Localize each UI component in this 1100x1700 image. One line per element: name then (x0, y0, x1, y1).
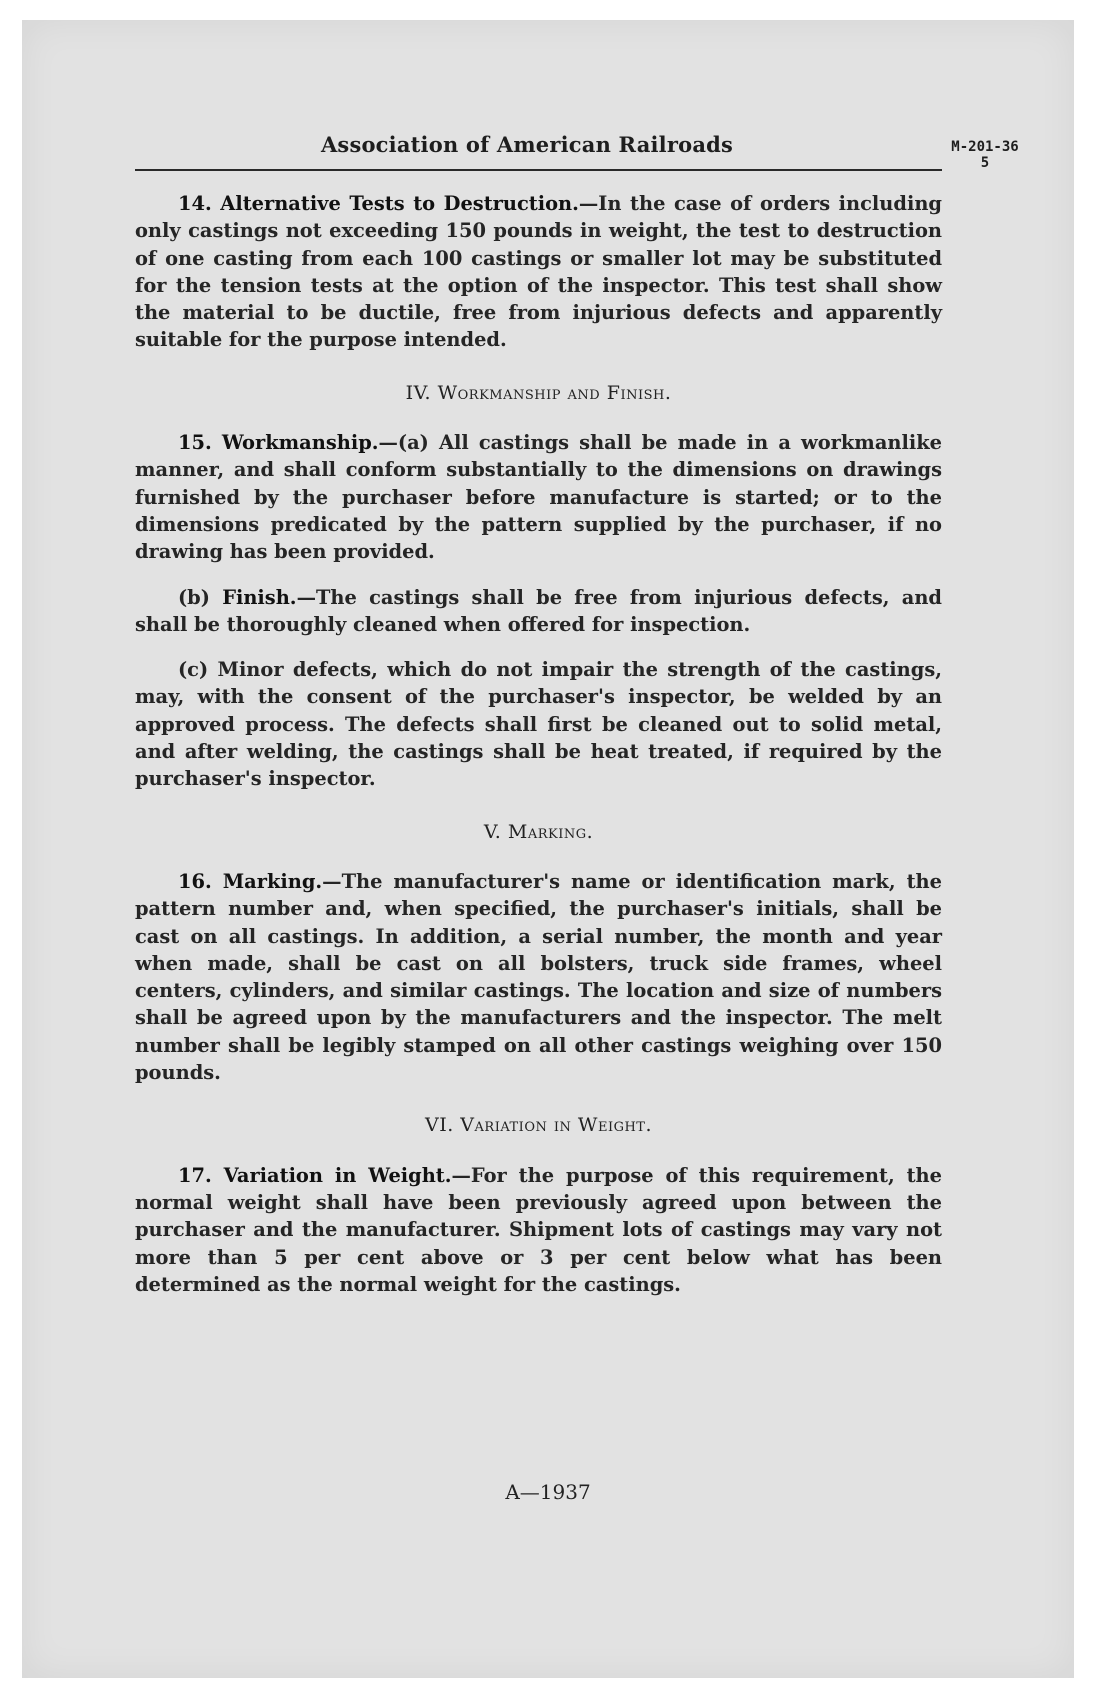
paragraph-15a (135, 429, 942, 565)
section-iv-numeral: IV. (405, 381, 432, 404)
spec-number: M-201-36 (951, 139, 1019, 155)
section-vi-title: Variation in Weight. (460, 1114, 653, 1137)
paragraph-17-heading: 17. Variation in Weight. (178, 1163, 452, 1187)
footer-code: A—1937 (505, 1480, 591, 1504)
page-header-title: Association of American Railroads (320, 132, 734, 157)
section-vi-numeral: VI. (424, 1114, 454, 1137)
page-code (940, 139, 1030, 171)
paragraph-15a-text: —(a) All castings shall be made in a workmanlike manner, and shall conform substantially to the dimensions on drawings furnished by the purchaser before manufacture is started; or to the dimensions predicated by the pattern supplied by the purchaser, if no drawing has been provided. (135, 431, 942, 564)
paragraph-16-text: —The manufacturer's name or identification mark, the pattern number and, when specified, the purchaser's initials, shall be cast on all castings. In addition, a serial number, the month and year when made, shall be cast on all bolsters, truck side frames, wheel centers, cylinders, and similar castings. The location and size of numbers shall be agreed upon by the manufacturers and the inspector. The melt number shall be legibly stamped on all other castings weighing over 150 pounds. (135, 869, 942, 1085)
page-number: 5 (980, 155, 990, 171)
paragraph-15b-heading: Finish. (222, 585, 297, 609)
document-page (22, 20, 1074, 1678)
paragraph-15c-text: (c) Minor defects, which do not impair the strength of the castings, may, with the consent of the purchaser's inspector, be welded by an approved process. The defects shall first be cleaned out to solid metal, and after welding, the castings shall be heat treated, if required by the purchaser's inspector. (135, 658, 942, 791)
paragraph-14-heading: 14. Alternative Tests to Destruction. (178, 192, 579, 215)
paragraph-17-text: —For the purpose of this requirement, the normal weight shall have been previously agreed upon between the purchaser and the manufacturer. Shipment lots of castings may vary not more than 5 per cent above or 3 per cent below what has been determined as the normal weight for the castings. (135, 1163, 942, 1296)
paragraph-14 (135, 190, 942, 354)
section-heading-v (135, 819, 942, 846)
body-text (135, 190, 942, 1316)
paragraph-17 (135, 1162, 942, 1298)
section-heading-vi (135, 1112, 942, 1139)
header-rule (135, 169, 942, 171)
paragraph-15c (135, 656, 942, 792)
paragraph-15b (135, 584, 942, 639)
paragraph-14-text: —In the case of orders including only castings not exceeding 150 pounds in weight, the test to destruction of one casting from each 100 castings or smaller lot may be substituted for the tension tests at the option of the inspector. This test shall show the material to be ductile, free from injurious defects and apparently suitable for the purpose intended. (135, 192, 942, 352)
section-heading-iv (135, 380, 942, 407)
paragraph-15b-prefix: (b) (178, 585, 223, 609)
section-v-title: Marking. (507, 820, 594, 843)
section-v-numeral: V. (483, 820, 502, 843)
paragraph-16-heading: 16. Marking. (178, 869, 323, 893)
paragraph-15-heading: 15. Workmanship. (178, 431, 379, 455)
paragraph-15b-text: —The castings shall be free from injurious defects, and shall be thoroughly cleaned when offered for inspection. (135, 585, 942, 636)
paragraph-16 (135, 868, 942, 1086)
section-iv-title: Workmanship and Finish. (437, 381, 672, 404)
